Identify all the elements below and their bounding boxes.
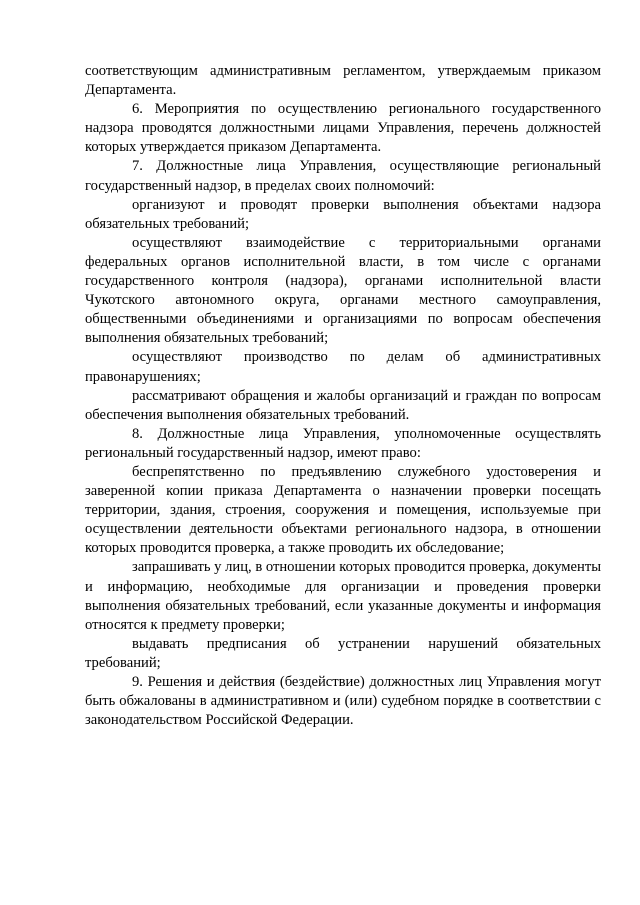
document-page [85,62,601,730]
paragraph-item-9: 9. Решения и действия (бездействие) должностных лиц Управления могут быть обжалованы в административном и (или) судебном порядке в соответствии с законодательством Российской Федерации. [85,674,601,729]
paragraph-item-8-right-1: беспрепятственно по предъявлению служебного удостоверения и заверенной копии приказа Департамента о назначении проверки посещать территории, здания, строения, сооружения и помещения, используемые при осуществлении деятельности объектами регионального надзора, в отношении которых проводится проверка, а также проводить их обследование; [85,463,601,557]
paragraph-item-6: 6. Мероприятия по осуществлению регионального государственного надзора проводятся должностными лицами Управления, перечень должностей которых утверждается приказом Департамента. [85,101,601,156]
paragraph-item-8-right-2: запрашивать у лиц, в отношении которых проводится проверка, документы и информацию, необходимые для организации и проведения проверки выполнения обязательных требований, если указанные документы и информация относятся к предмету проверки; [85,559,601,633]
paragraph-item-7-duty-1: организуют и проводят проверки выполнения объектами надзора обязательных требований; [85,196,601,232]
paragraph-item-7-duty-3: осуществляют производство по делам об административных правонарушениях; [85,349,601,385]
paragraph-item-7: 7. Должностные лица Управления, осуществляющие региональный государственный надзор, в пределах своих полномочий: [85,158,601,194]
paragraph-item-7-duty-4: рассматривают обращения и жалобы организаций и граждан по вопросам обеспечения выполнения обязательных требований. [85,387,601,423]
paragraph-item-8-right-3: выдавать предписания об устранении нарушений обязательных требований; [85,635,601,671]
paragraph-continuation: соответствующим административным регламентом, утверждаемым приказом Департамента. [85,63,601,99]
paragraph-item-7-duty-2: осуществляют взаимодействие с территориальными органами федеральных органов исполнительной власти, в том числе с органами государственного контроля (надзора), органами исполнительной власти Чукотского автономного округа, органами местного самоуправления, общественными объединениями и организациями по вопросам обеспечения выполнения обязательных требований; [85,234,601,347]
paragraph-item-8: 8. Должностные лица Управления, уполномоченные осуществлять региональный государственный надзор, имеют право: [85,425,601,461]
